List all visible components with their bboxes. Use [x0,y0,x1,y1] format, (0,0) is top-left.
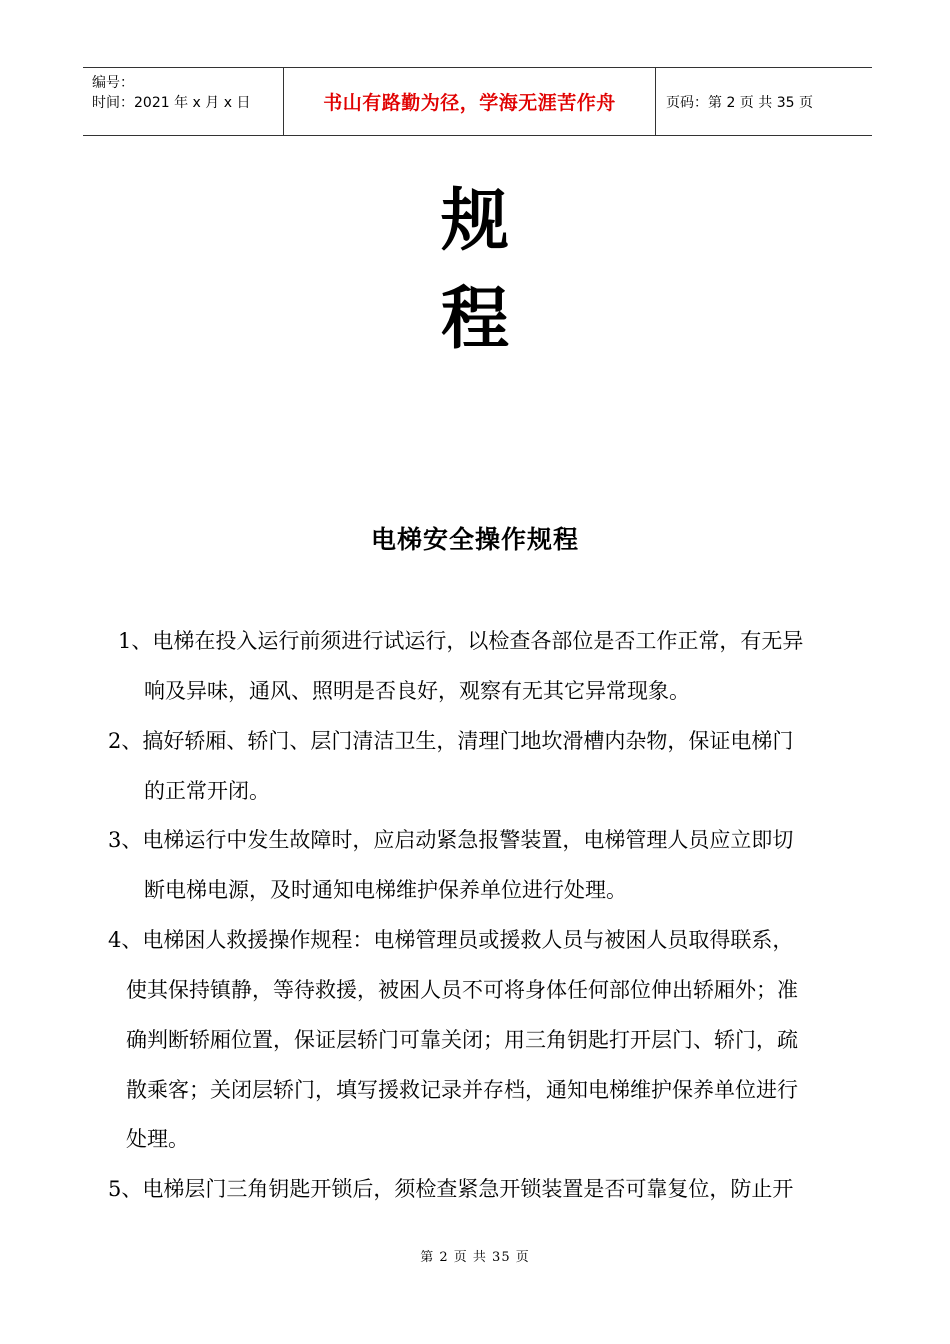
title-char-1: 规 [440,182,509,261]
page-footer: 第 2 页 共 35 页 [420,1250,530,1265]
body-line: 断电梯电源，及时通知电梯维护保养单位进行处理。 [144,878,627,902]
body-line: 4、电梯困人救援操作规程：电梯管理员或援救人员与被困人员取得联系， [108,928,794,952]
body-line: 响及异味，通风、照明是否良好，观察有无其它异常现象。 [144,679,690,703]
section-title: 电梯安全操作规程 [370,525,579,554]
page-header [83,67,872,136]
title-char-2: 程 [440,280,509,359]
body-line: 使其保持镇静，等待救援，被困人员不可将身体任何部位伸出轿厢外；准 [126,978,798,1002]
header-motto-cell [284,68,656,135]
document-number-label: 编号： [92,75,134,91]
header-meta-cell [83,68,284,135]
body-line: 5、电梯层门三角钥匙开锁后，须检查紧急开锁装置是否可靠复位，防止开 [108,1177,794,1201]
body-line: 处理。 [126,1127,189,1151]
header-motto: 书山有路勤为径，学海无涯苦作舟 [323,92,616,114]
header-page-cell [656,68,872,135]
body-line: 3、电梯运行中发生故障时，应启动紧急报警装置，电梯管理人员应立即切 [108,828,794,852]
body-line: 2、搞好轿厢、轿门、层门清洁卫生，清理门地坎滑槽内杂物，保证电梯门 [108,729,794,753]
body-line: 散乘客；关闭层轿门，填写援救记录并存档，通知电梯维护保养单位进行 [126,1078,798,1102]
header-page-info: 页码：第 2 页 共 35 页 [666,94,813,111]
document-time-label: 时间：2021 年 x 月 x 日 [92,95,251,111]
body-line: 的正常开闭。 [144,779,270,803]
body-line: 确判断轿厢位置，保证层轿门可靠关闭；用三角钥匙打开层门、轿门，疏 [126,1028,798,1052]
body-line: 1、电梯在投入运行前须进行试运行，以检查各部位是否工作正常，有无异 [118,629,804,653]
